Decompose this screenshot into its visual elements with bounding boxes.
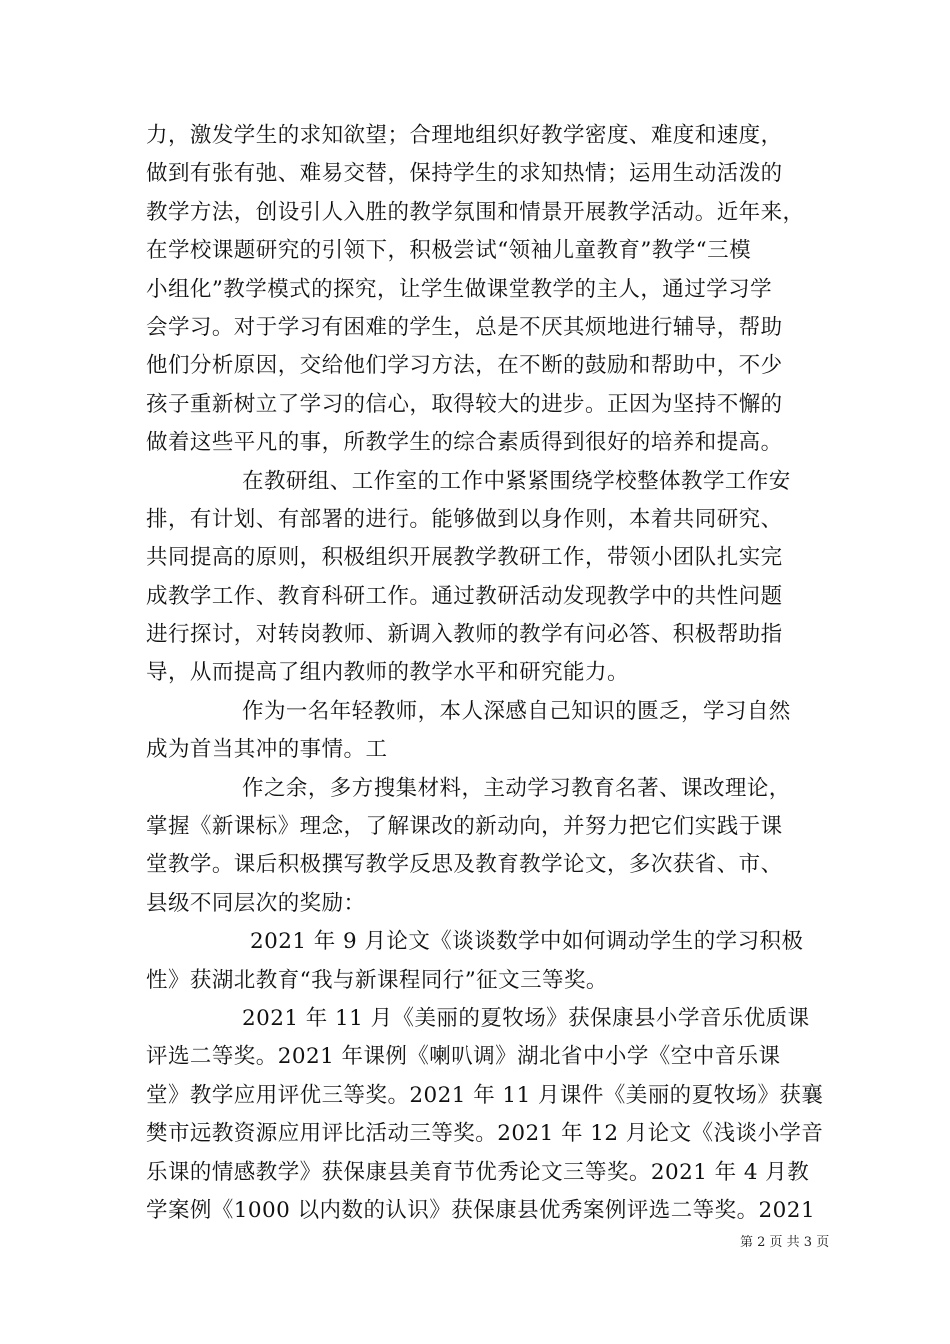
- text-line: 教学方法，创设引人入胜的教学氛围和情景开展教学活动。近年来，: [146, 199, 805, 225]
- paragraph-start-line: 2021 年 11 月《美丽的夏牧场》获保康县小学音乐优质课: [242, 1005, 810, 1031]
- text-line: 性》获湖北教育“我与新课程同行”征文三等奖。: [146, 967, 608, 993]
- text-line: 掌握《新课标》理念，了解课改的新动向，并努力把它们实践于课: [146, 814, 783, 840]
- text-line: 评选二等奖。2021 年课例《喇叭调》湖北省中小学《空中音乐课: [146, 1044, 781, 1070]
- text-line: 学案例《1000 以内数的认识》获保康县优秀案例评选二等奖。2021: [146, 1197, 816, 1223]
- text-line: 成为首当其冲的事情。工: [146, 737, 388, 763]
- paragraph-start-line: 2021 年 9 月论文《谈谈数学中如何调动学生的学习积极: [250, 929, 804, 955]
- text-line: 进行探讨，对转岗教师、新调入教师的教学有问必答、积极帮助指: [146, 622, 783, 648]
- text-line: 会学习。对于学习有困难的学生，总是不厌其烦地进行辅导，帮助: [146, 314, 783, 340]
- page-number-footer: 第 2 页 共 3 页: [740, 1235, 830, 1250]
- text-line: 乐课的情感教学》获保康县美育节优秀论文三等奖。2021 年 4 月教: [146, 1159, 810, 1185]
- text-line: 他们分析原因，交给他们学习方法，在不断的鼓励和帮助中，不少: [146, 353, 783, 379]
- text-line: 在学校课题研究的引领下，积极尝试“领袖儿童教育”教学“三模: [146, 238, 752, 264]
- text-line: 成教学工作、教育科研工作。通过教研活动发现教学中的共性问题: [146, 583, 783, 609]
- paragraph-start-line: 作为一名年轻教师，本人深感自己知识的匮乏，学习自然: [242, 698, 791, 724]
- text-line: 排，有计划、有部署的进行。能够做到以身作则，本着共同研究、: [146, 506, 783, 532]
- text-line: 堂教学。课后积极撰写教学反思及教育教学论文，多次获省、市、: [146, 852, 783, 878]
- text-line: 县级不同层次的奖励：: [146, 890, 366, 916]
- text-line: 导，从而提高了组内教师的教学水平和研究能力。: [146, 660, 629, 686]
- paragraph-start-line: 在教研组、工作室的工作中紧紧围绕学校整体教学工作安: [242, 468, 791, 494]
- paragraph-start-line: 作之余，多方搜集材料，主动学习教育名著、课改理论，: [242, 775, 791, 801]
- text-line: 力，激发学生的求知欲望；合理地组织好教学密度、难度和速度，: [146, 123, 783, 148]
- text-line: 小组化”教学模式的探究，让学生做课堂教学的主人，通过学习学: [146, 276, 773, 302]
- text-line: 孩子重新树立了学习的信心，取得较大的进步。正因为坚持不懈的: [146, 391, 783, 417]
- text-line: 做到有张有弛、难易交替，保持学生的求知热情；运用生动活泼的: [146, 161, 783, 187]
- text-line: 堂》教学应用评优三等奖。2021 年 11 月课件《美丽的夏牧场》获襄: [146, 1082, 824, 1108]
- text-line: 共同提高的原则，积极组织开展教学教研工作，带领小团队扎实完: [146, 545, 783, 571]
- text-line: 樊市远教资源应用评比活动三等奖。2021 年 12 月论文《浅谈小学音: [146, 1121, 824, 1147]
- text-line: 做着这些平凡的事，所教学生的综合素质得到很好的培养和提高。: [146, 430, 783, 456]
- document-body: [146, 117, 824, 1230]
